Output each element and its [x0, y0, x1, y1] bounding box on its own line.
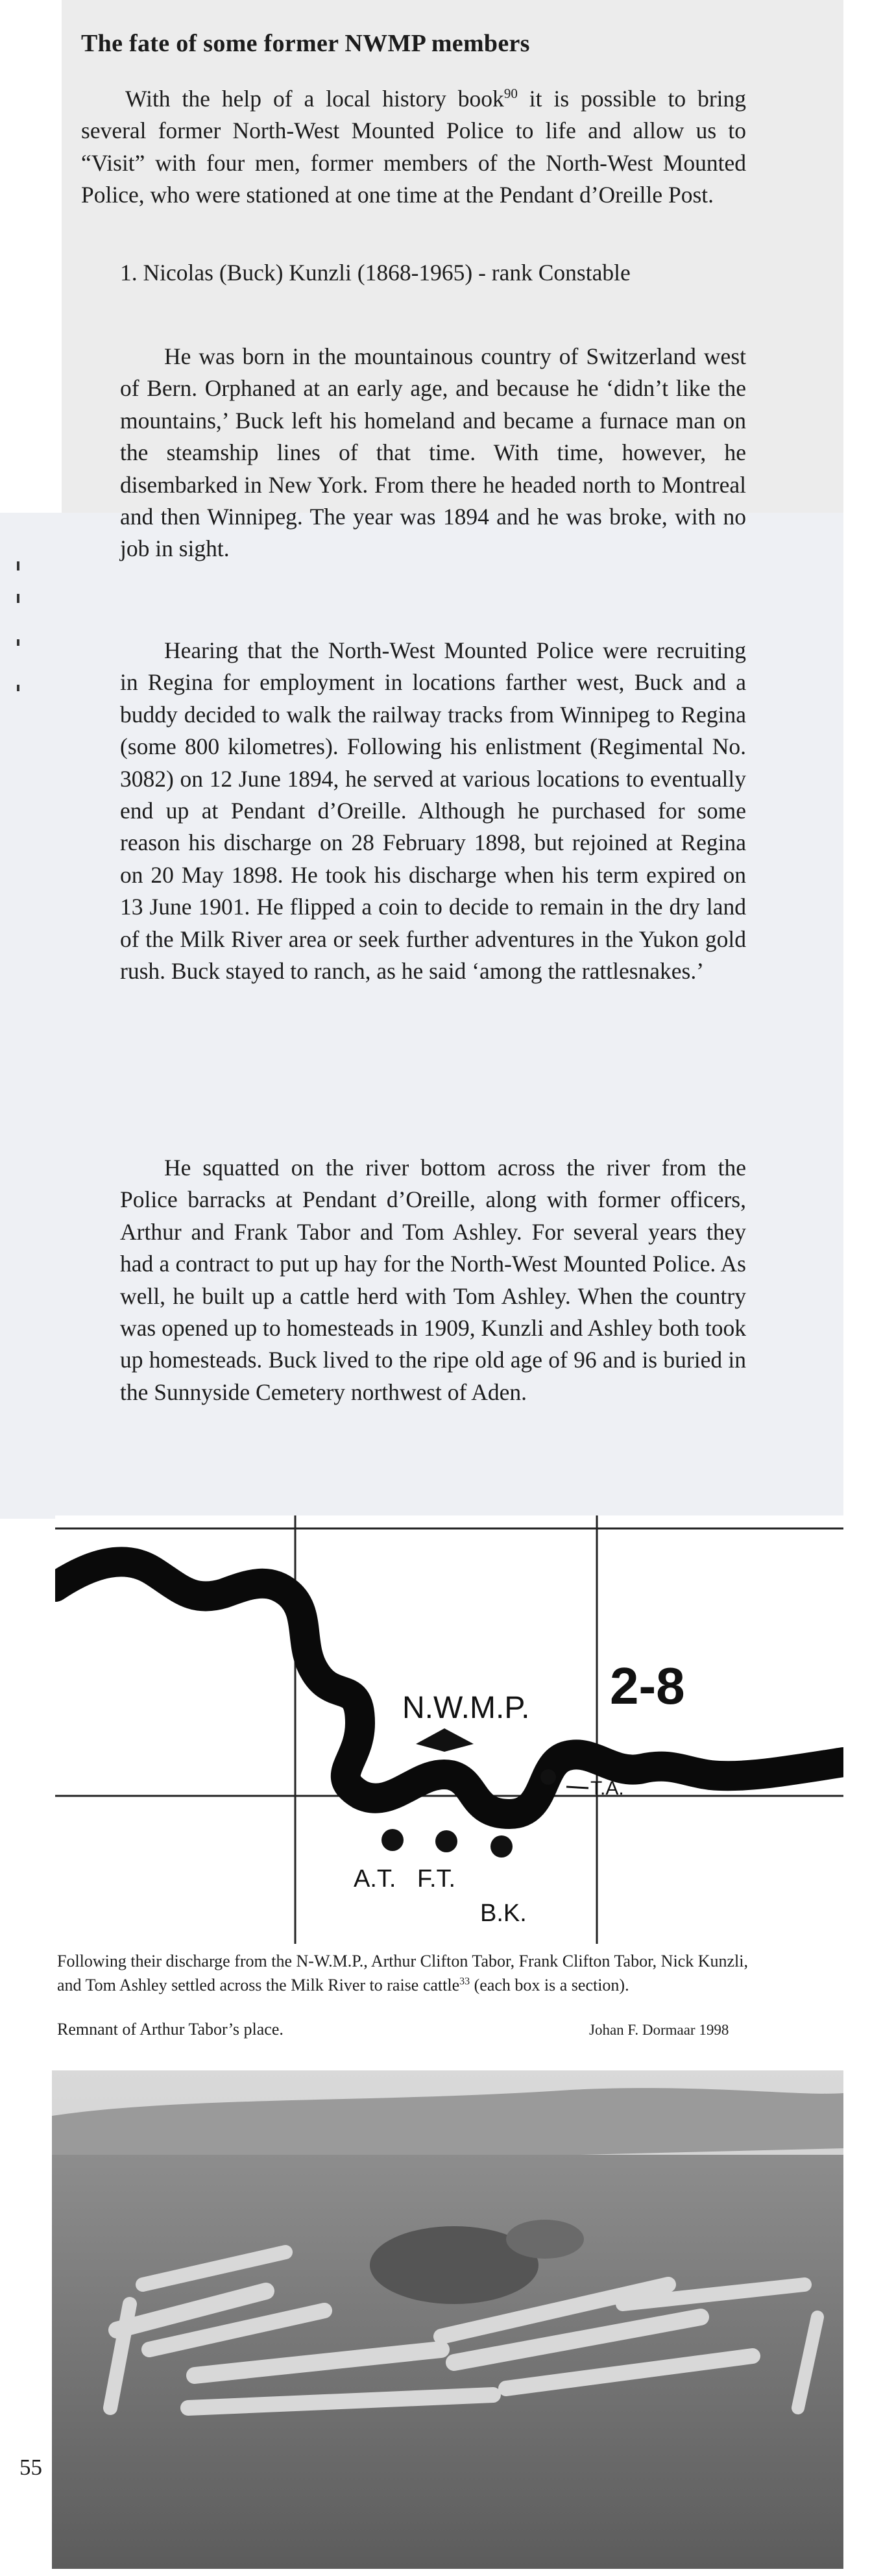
paragraph-1-block [120, 341, 746, 565]
intro-text-end: it is possible to bring several former North-West Mounted Police to life and allow us to “Visit” with four men, former members of the North-West Mounted Police, who were stationed at one time at the Pendant d’Oreille Post. [81, 86, 746, 208]
intro-paragraph-block [81, 83, 746, 212]
homestead-mark-at [381, 1829, 404, 1851]
photo-log-remnants [52, 2070, 843, 2569]
footnote-ref: 90 [503, 86, 518, 102]
item-title-block [120, 256, 746, 289]
caption-text-start: Following their discharge from the N-W.M.P., Arthur Clifton Tabor, Frank Clifton Tabor, Nick Kunzli, and Tom Ashley settled across the Milk River to raise cattle [57, 1952, 748, 1994]
caption-text-end: (each box is a section). [470, 1976, 629, 1994]
map-label-bk: B.K. [480, 1900, 527, 1927]
intro-paragraph [81, 83, 746, 212]
section-heading: The fate of some former NWMP members [81, 30, 530, 57]
paragraph-1: He was born in the mountainous country of Switzerland west of Bern. Orphaned at an early age, and because he ‘didn’t like the mountains,’ Buck left his homeland and became a furnace man on the steamship lines of that time. With time, however, he disembarked in New York. From there he headed north to Montreal and then Winnipeg. The year was 1894 and he was broke, with no job in sight. [120, 343, 746, 562]
paragraph-2: Hearing that the North-West Mounted Police were recruiting in Regina for employment in locations farther west, Buck and a buddy decided to walk the railway tracks from Winnipeg to Regina (some 800 kilometres). Following his enlistment (Regimental No. 3082) on 12 June 1894, he served at various locations to eventually end up at Pendant d’Oreille. Although he purchased for some reason his discharge on 28 February 1898, but rejoined at Regina on 20 May 1898. He took his discharge when his term expired on 13 June 1901. He flipped a coin to decide to remain in the dry land of the Milk River area or seek further adventures in the Yukon gold rush. Buck stayed to ranch, as he said ‘among the rattlesnakes.’ [120, 637, 746, 985]
ta-leader-line [566, 1787, 588, 1788]
photo-credit: Johan F. Dormaar 1998 [589, 2022, 729, 2038]
section-map [55, 1515, 843, 1944]
map-label-ft: F.T. [417, 1865, 456, 1893]
map-label-section: 2-8 [610, 1657, 685, 1715]
homestead-mark-ft [435, 1830, 457, 1852]
margin-marks [13, 555, 26, 724]
page-number: 55 [19, 2455, 42, 2480]
map-caption [57, 1949, 758, 1997]
map-label-ta: T.A. [590, 1778, 624, 1799]
item-title: 1. Nicolas (Buck) Kunzli (1868-1965) - rank Constable [120, 260, 631, 286]
intro-text-start: With the help of a local history book [125, 86, 504, 112]
homestead-mark-bk [490, 1835, 513, 1858]
paragraph-3-block [120, 1152, 746, 1408]
paragraph-3: He squatted on the river bottom across the river from the Police barracks at Pendant d’Oreille, along with former officers, Arthur and Frank Tabor and Tom Ashley. For several years they had a contract to put up hay for the North-West Mounted Police. As well, he built up a cattle herd with Tom Ashley. When the country was opened up to homesteads in 1909, Kunzli and Ashley both took up homesteads. Buck lived to the ripe old age of 96 and is buried in the Sunnyside Cemetery northwest of Aden. [120, 1155, 746, 1405]
map-label-at: A.T. [354, 1865, 396, 1893]
caption-footnote-ref: 33 [459, 1976, 470, 1987]
map-label-nwmp: N.W.M.P. [402, 1691, 530, 1725]
photo-caption: Remnant of Arthur Tabor’s place. [57, 2020, 284, 2039]
photo-shrub [506, 2220, 584, 2259]
paragraph-2-block [120, 635, 746, 987]
homestead-mark-ta [540, 1769, 556, 1785]
